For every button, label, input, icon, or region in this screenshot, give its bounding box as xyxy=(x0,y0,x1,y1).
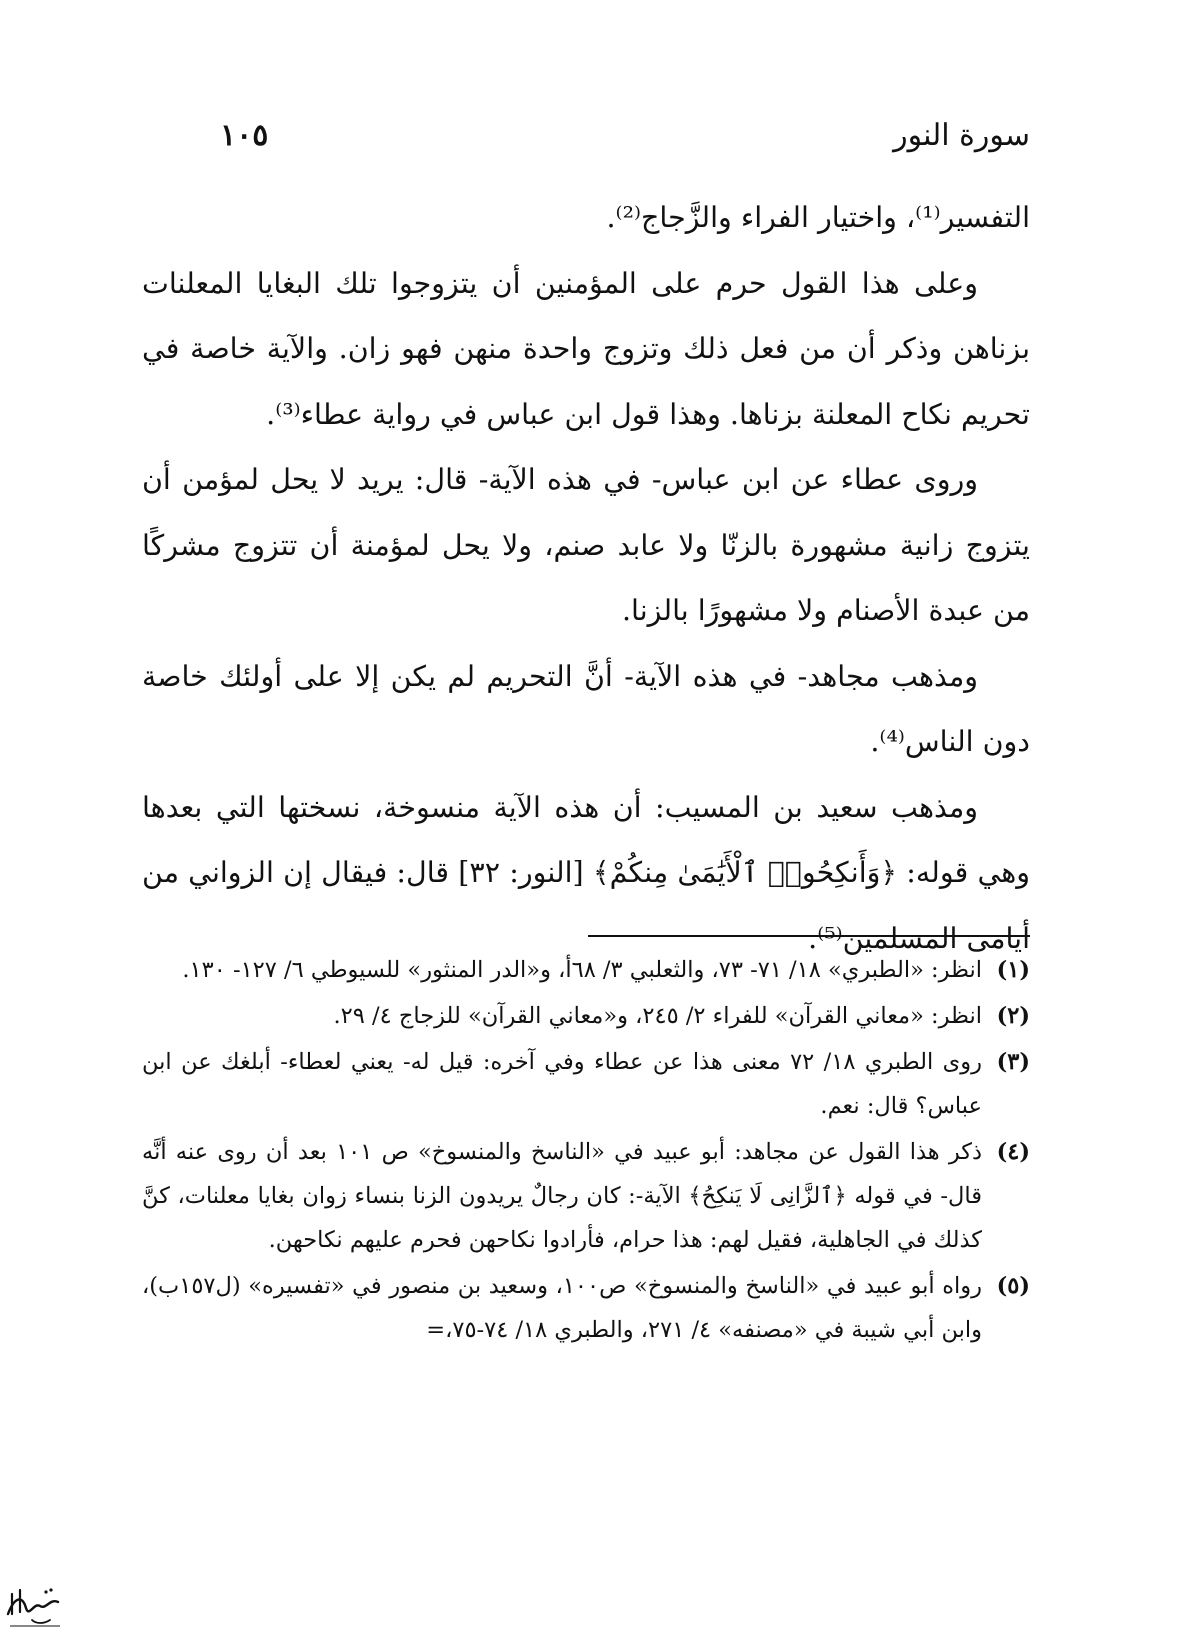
publisher-logo xyxy=(2,1580,66,1632)
paragraph: وعلى هذا القول حرم على المؤمنين أن يتزوجوا تلك البغايا المعلنات بزناهن وذكر أن من فعل ذلك وتزوج واحدة منهن فهو زان. والآية خاصة في تحريم نكاح المعلنة بزناها. وهذا قول ابن عباس في رواية عطاء⁽³⁾. xyxy=(142,266,1030,431)
footnote xyxy=(142,994,1030,1038)
footnote xyxy=(142,1264,1030,1352)
footnote-text: انظر: «الطبري» ١٨/ ٧١- ٧٣، والثعلبي ٣/ ٦٨أ، و«الدر المنثور» للسيوطي ٦/ ١٢٧- ١٣٠. xyxy=(182,957,982,983)
footnote-text: ذكر هذا القول عن مجاهد: أبو عبيد في «الناسخ والمنسوخ» ص ١٠١ بعد أن روى عنه أنَّه قال- في قوله ﴿ٱلزَّانِى لَا يَنكِحُ﴾ الآية-: كان رجالٌ يريدون الزنا بنساء زوان بغايا معلنات، كنَّ كذلك في الجاهلية، فقيل لهم: هذا حرام، فأرادوا نكاحهن فحرم عليهم نكاحهن. xyxy=(142,1139,982,1253)
main-text xyxy=(142,185,1030,971)
footnote-number: (١) xyxy=(996,957,1030,983)
footnote-number: (٤) xyxy=(996,1139,1030,1165)
page-number: ١٠٥ xyxy=(220,118,269,153)
paragraph: ومذهب سعيد بن المسيب: أن هذه الآية منسوخة، نسختها التي بعدها وهي قوله: ﴿وَأَنكِحُوا۟ ٱلْأَيَٰمَىٰ مِنكُمْ﴾ [النور: ٣٢] قال: فيقال إن الزواني من أيامى المسلمين⁽⁵⁾. xyxy=(142,790,1030,955)
paragraph: التفسير⁽¹⁾، واختيار الفراء والزَّجاج⁽²⁾. xyxy=(606,201,1030,234)
footnote xyxy=(142,948,1030,992)
footnotes xyxy=(142,948,1030,1354)
footnote-number: (٣) xyxy=(996,1049,1030,1075)
footnote xyxy=(142,1130,1030,1262)
footnote-text: رواه أبو عبيد في «الناسخ والمنسوخ» ص١٠٠، وسعيد بن منصور في «تفسيره» (ل١٥٧ب)، وابن أبي شيبة في «مصنفه» ٤/ ٢٧١، والطبري ١٨/ ٧٤-٧٥،= xyxy=(142,1273,982,1343)
paragraph: وروى عطاء عن ابن عباس- في هذه الآية- قال: يريد لا يحل لمؤمن أن يتزوج زانية مشهورة بالزنّا ولا عابد صنم، ولا يحل لمؤمنة أن تتزوج مشركًا من عبدة الأصنام ولا مشهورًا بالزنا. xyxy=(142,463,1030,627)
footnote-number: (٢) xyxy=(996,1003,1030,1029)
footnote-number: (٥) xyxy=(996,1273,1030,1299)
paragraph: ومذهب مجاهد- في هذه الآية- أنَّ التحريم لم يكن إلا على أولئك خاصة دون الناس⁽⁴⁾. xyxy=(142,659,1030,758)
footnote-text: انظر: «معاني القرآن» للفراء ٢/ ٢٤٥، و«معاني القرآن» للزجاج ٤/ ٢٩. xyxy=(333,1003,982,1029)
page-header xyxy=(200,118,1030,168)
footnote xyxy=(142,1040,1030,1128)
footnote-text: روى الطبري ١٨/ ٧٢ معنى هذا عن عطاء وفي آخره: قيل له- يعني لعطاء- أبلغك عن ابن عباس؟ قال: نعم. xyxy=(142,1049,982,1119)
footnote-separator xyxy=(588,935,1030,937)
surah-title: سورة النور xyxy=(893,118,1030,153)
